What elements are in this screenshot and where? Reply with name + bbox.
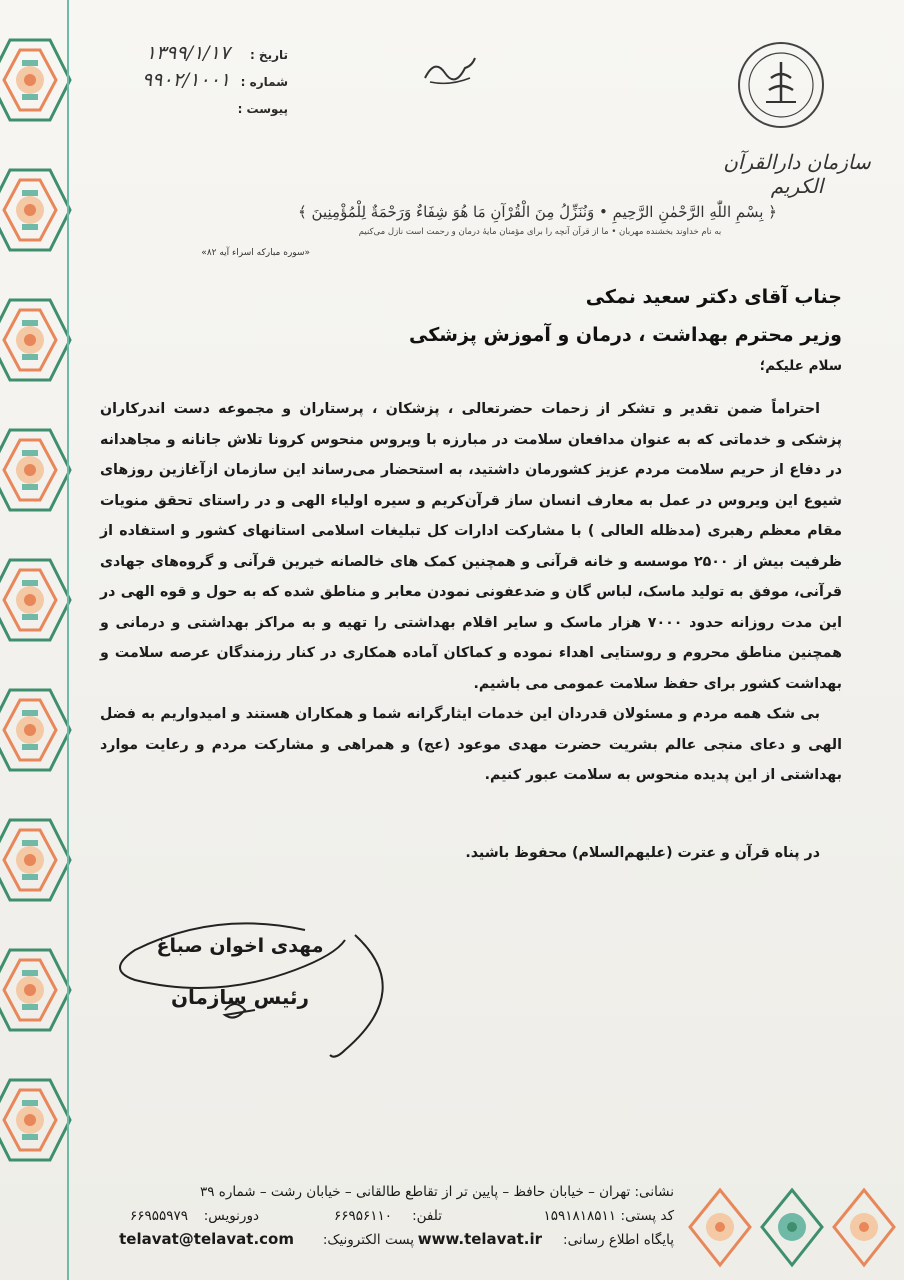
attachment-row: [48, 98, 288, 125]
letter-footer: [90, 1182, 674, 1254]
signer-title: رئیس سازمان: [170, 985, 310, 1009]
fax-label: دورنویس:: [203, 1208, 259, 1224]
organization-emblem: [736, 40, 826, 130]
footer-address: نشانی: تهران – خیابان حافظ – پایین تر از تقاطع طالقانی – خیابان رشت – شماره ۳۹: [199, 1184, 674, 1200]
letter-meta: [48, 44, 288, 125]
website-link[interactable]: www.telavat.ir: [417, 1230, 542, 1248]
addressee-name: جناب آقای دکتر سعید نمکی: [585, 286, 842, 308]
date-value: ۱۳۹۹/۱/۱۷: [145, 42, 230, 64]
addressee: [120, 280, 842, 354]
postal-label: کد پستی:: [620, 1208, 674, 1224]
bismillah-verse: ﴿ بِسْمِ اللّٰهِ الرَّحْمٰنِ الرَّحِيمِ • وَنُنَزِّلُ مِنَ الْقُرْآنِ مَا هُوَ شِفَاءٌ وَرَحْمَةٌ لِلْمُؤْمِنِينَ ﴾: [298, 203, 777, 221]
phone-label: تلفن:: [412, 1208, 442, 1224]
letter-body: [100, 394, 842, 791]
salutation: سلام علیکم؛: [759, 358, 842, 374]
decorative-border: [0, 0, 78, 1280]
number-row: [48, 71, 288, 98]
footer-ornament: [680, 1185, 904, 1270]
number-label: شماره :: [240, 75, 288, 89]
date-label: تاریخ :: [249, 48, 288, 62]
number-value: ۹۹۰۲/۱۰۰۱: [141, 69, 230, 91]
body-paragraph: بی شک همه مردم و مسئولان قدردان این خدمات ایثارگرانه شما و همکاران هستند و امیدواریم به فضل الهی و دعای منجی عالم بشریت حضرت مهدی موعود (عج) و همراهی و مشارکت مردم و رعایت موارد بهداشتی از این پدیده منحوس به سلامت عبور کنیم.: [100, 706, 842, 783]
body-paragraph: احتراماً ضمن تقدیر و تشکر از زحمات حضرتعالی ، پزشکان ، پرستاران و مجموعه دست اندرکاران پزشکی و خدماتی که به عنوان مدافعان سلامت در مبارزه با ویروس منحوس کرونا تلاش جانانه و مجاهدانه در دفاع از حریم سلامت مردم عزیز کشورمان داشتید، به استحضار می‌رساند این سازمان ازآغازین روزهای شیوع این ویروس در عمل به معارف انسان ساز قرآن‌کریم و سیره اولیاء الهی و در راستای تحقق منویات مقام معظم رهبری (مدظله العالی ) با مشارکت ادارات کل تبلیغات اسلامی استانهای کشور و استفاده از ظرفیت بیش از ۲۵۰۰ موسسه و خانه قرآنی و همچنین کمک های خالصانه خیرین قرآنی و گروه‌های جهادی قرآنی، موفق به تولید ماسک، لباس گان و ضدعفونی نمودن معابر و مناطق شده که به حول و قوه الهی در این مدت روزانه حدود ۷۰۰۰ هزار ماسک و سایر اقلام بهداشتی را تهیه و به مراکز بهداشتی و درمانی و همچنین مناطق محروم و روستایی اهداء نموده و کماکان آماده همکاری در کنار رزمندگان عرصه سلامت و بهداشت کشور برای حفظ سلامت عمومی می باشیم.: [100, 401, 843, 692]
verse-translation: به نام خداوند بخشنده مهربان • ما از قرآن آنچه را برای مؤمنان مایهٔ درمان و رحمت است نازل می‌کنیم: [358, 227, 722, 237]
signer-name: مهدی اخوان صباغ: [156, 935, 324, 957]
calligraphy-mark: [420, 48, 480, 88]
organization-name: سازمان دارالقرآن الکریم: [723, 150, 871, 198]
postal-value: ۱۵۹۱۸۱۸۵۱۱: [543, 1208, 616, 1224]
surah-reference: «سوره مبارکه اسراء آیه ۸۲»: [201, 248, 310, 258]
website-label: پایگاه اطلاع رسانی:: [563, 1232, 674, 1248]
addressee-title: وزیر محترم بهداشت ، درمان و آموزش پزشکی: [408, 324, 842, 346]
footer-web-row: [90, 1230, 674, 1254]
email-label: پست الکترونیک:: [322, 1232, 414, 1248]
footer-address-row: [90, 1182, 674, 1206]
footer-contact-row: [90, 1206, 674, 1230]
fax-value: ۶۶۹۵۵۹۷۹: [129, 1208, 188, 1224]
closing-line: در پناه قرآن و عترت (علیهم‌السلام) محفوظ باشید.: [465, 845, 820, 861]
attachment-label: پیوست :: [237, 102, 288, 116]
email-link[interactable]: telavat@telavat.com: [119, 1230, 294, 1248]
date-row: [48, 44, 288, 71]
phone-value: ۶۶۹۵۶۱۱۰: [333, 1208, 392, 1224]
